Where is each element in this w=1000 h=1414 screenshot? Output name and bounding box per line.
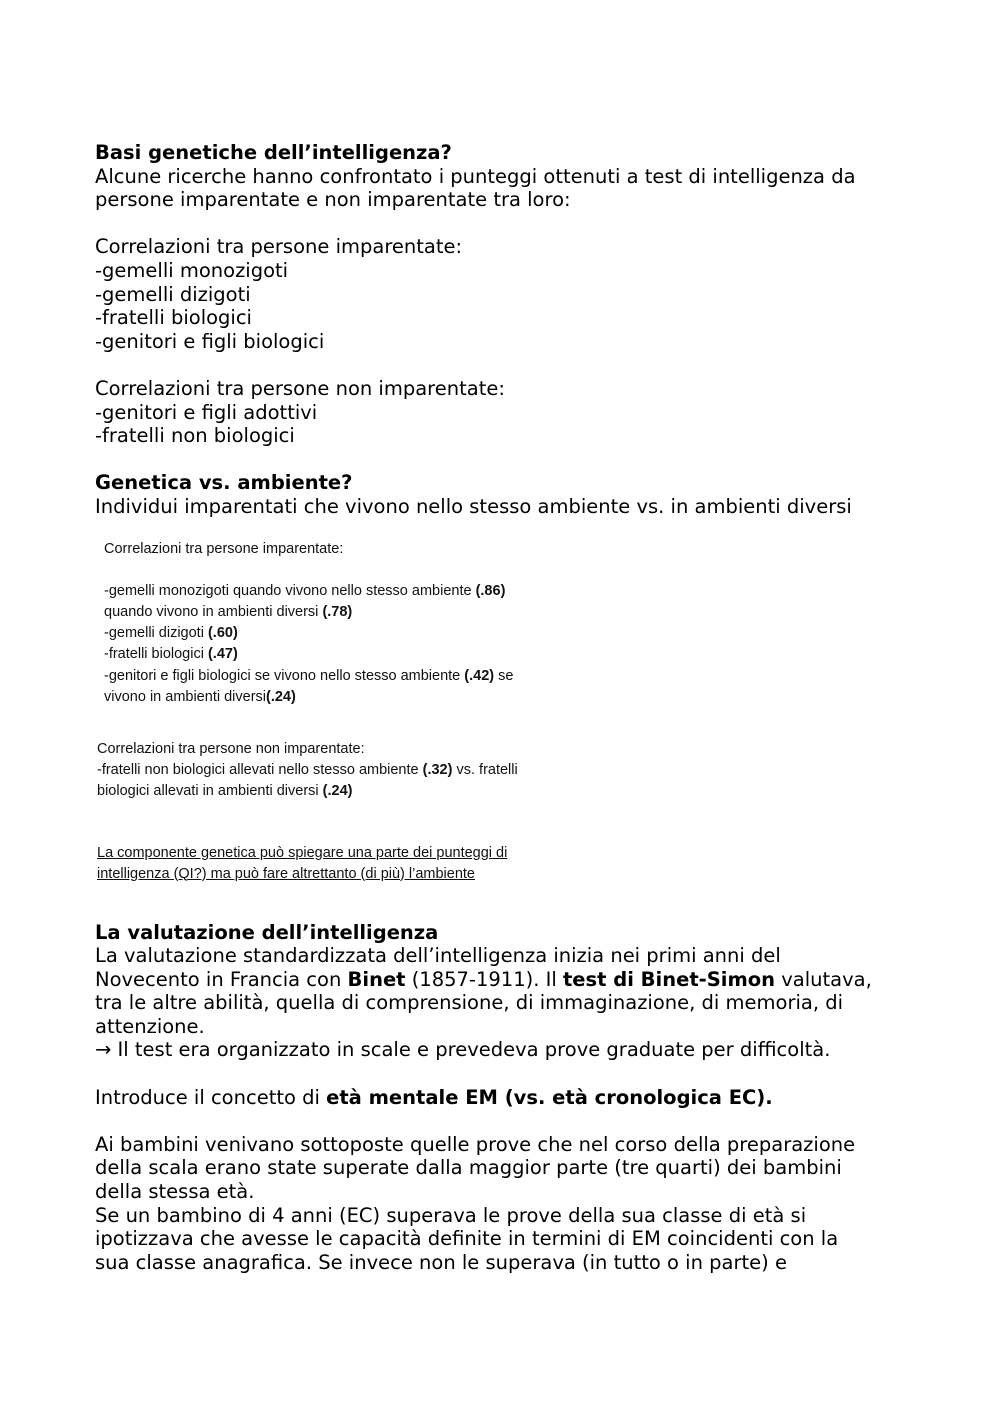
- paragraph-line: sua classe anagrafica. Se invece non le superava (in tutto o in parte) e: [95, 1250, 787, 1274]
- paragraph-line: tra le altre abilità, quella di comprensione, di immaginazione, di memoria, di: [95, 991, 844, 1015]
- list-item: -genitori e figli biologici: [95, 329, 325, 353]
- related-list-title: Correlazioni tra persone imparentate:: [95, 235, 463, 259]
- paragraph-line: della stessa età.: [95, 1180, 255, 1204]
- paragraph-line: persone imparentate e non imparentate tra loro:: [95, 188, 571, 212]
- figure-title-unrelated: Correlazioni tra persone non imparentate:: [97, 740, 365, 757]
- figure-conclusion: La componente genetica può spiegare una parte dei punteggi di: [97, 844, 508, 861]
- figure-line: -gemelli dizigoti (.60): [104, 624, 238, 641]
- paragraph-line: La valutazione standardizzata dell’intelligenza inizia nei primi anni del: [95, 944, 781, 968]
- paragraph-line: della scala erano state superate dalla maggior parte (tre quarti) dei bambini: [95, 1156, 842, 1180]
- heading-genetica-ambiente: Genetica vs. ambiente?: [95, 471, 353, 495]
- heading-basi-genetiche: Basi genetiche dell’intelligenza?: [95, 141, 452, 164]
- list-item: -genitori e figli adottivi: [95, 400, 318, 424]
- figure-line: quando vivono in ambienti diversi (.78): [104, 603, 353, 620]
- figure-line: -fratelli biologici (.47): [104, 645, 238, 662]
- figure-conclusion: intelligenza (QI?) ma può fare altrettanto (di più) l’ambiente: [97, 865, 475, 882]
- list-item: -fratelli non biologici: [95, 424, 295, 448]
- figure-line: biologici allevati in ambienti diversi (.24): [97, 782, 353, 799]
- list-item: -gemelli dizigoti: [95, 282, 251, 306]
- paragraph-line: ipotizzava che avesse le capacità definite in termini di EM coincidenti con la: [95, 1227, 839, 1251]
- list-item: -gemelli monozigoti: [95, 258, 289, 282]
- figure-line: -gemelli monozigoti quando vivono nello stesso ambiente (.86): [104, 582, 506, 599]
- paragraph-line: → Il test era organizzato in scale e prevedeva prove graduate per difficoltà.: [95, 1038, 831, 1062]
- heading-valutazione: La valutazione dell’intelligenza: [95, 920, 439, 944]
- figure-line: vivono in ambienti diversi(.24): [104, 688, 296, 705]
- paragraph-line: attenzione.: [95, 1014, 205, 1038]
- arrow-icon: →: [95, 1038, 112, 1062]
- unrelated-list-title: Correlazioni tra persone non imparentate:: [95, 376, 505, 400]
- figure-title-related: Correlazioni tra persone imparentate:: [104, 540, 344, 557]
- paragraph-line: Ai bambini venivano sottoposte quelle prove che nel corso della preparazione: [95, 1132, 856, 1156]
- list-item: -fratelli biologici: [95, 306, 252, 330]
- paragraph-line: Individui imparentati che vivono nello stesso ambiente vs. in ambienti diversi: [95, 494, 852, 518]
- figure-line: -fratelli non biologici allevati nello stesso ambiente (.32) vs. fratelli: [97, 761, 518, 778]
- figure-line: -genitori e figli biologici se vivono nello stesso ambiente (.42) se: [104, 667, 514, 684]
- document-page: [95, 141, 915, 1274]
- paragraph-line: Alcune ricerche hanno confrontato i punteggi ottenuti a test di intelligenza da: [95, 164, 856, 188]
- paragraph-line: Se un bambino di 4 anni (EC) superava le prove della sua classe di età si: [95, 1203, 807, 1227]
- paragraph-line: Novecento in Francia con Binet (1857-1911). Il test di Binet-Simon valutava,: [95, 967, 872, 991]
- paragraph-line: Introduce il concetto di età mentale EM (vs. età cronologica EC).: [95, 1085, 773, 1109]
- correlations-figure: [95, 537, 575, 917]
